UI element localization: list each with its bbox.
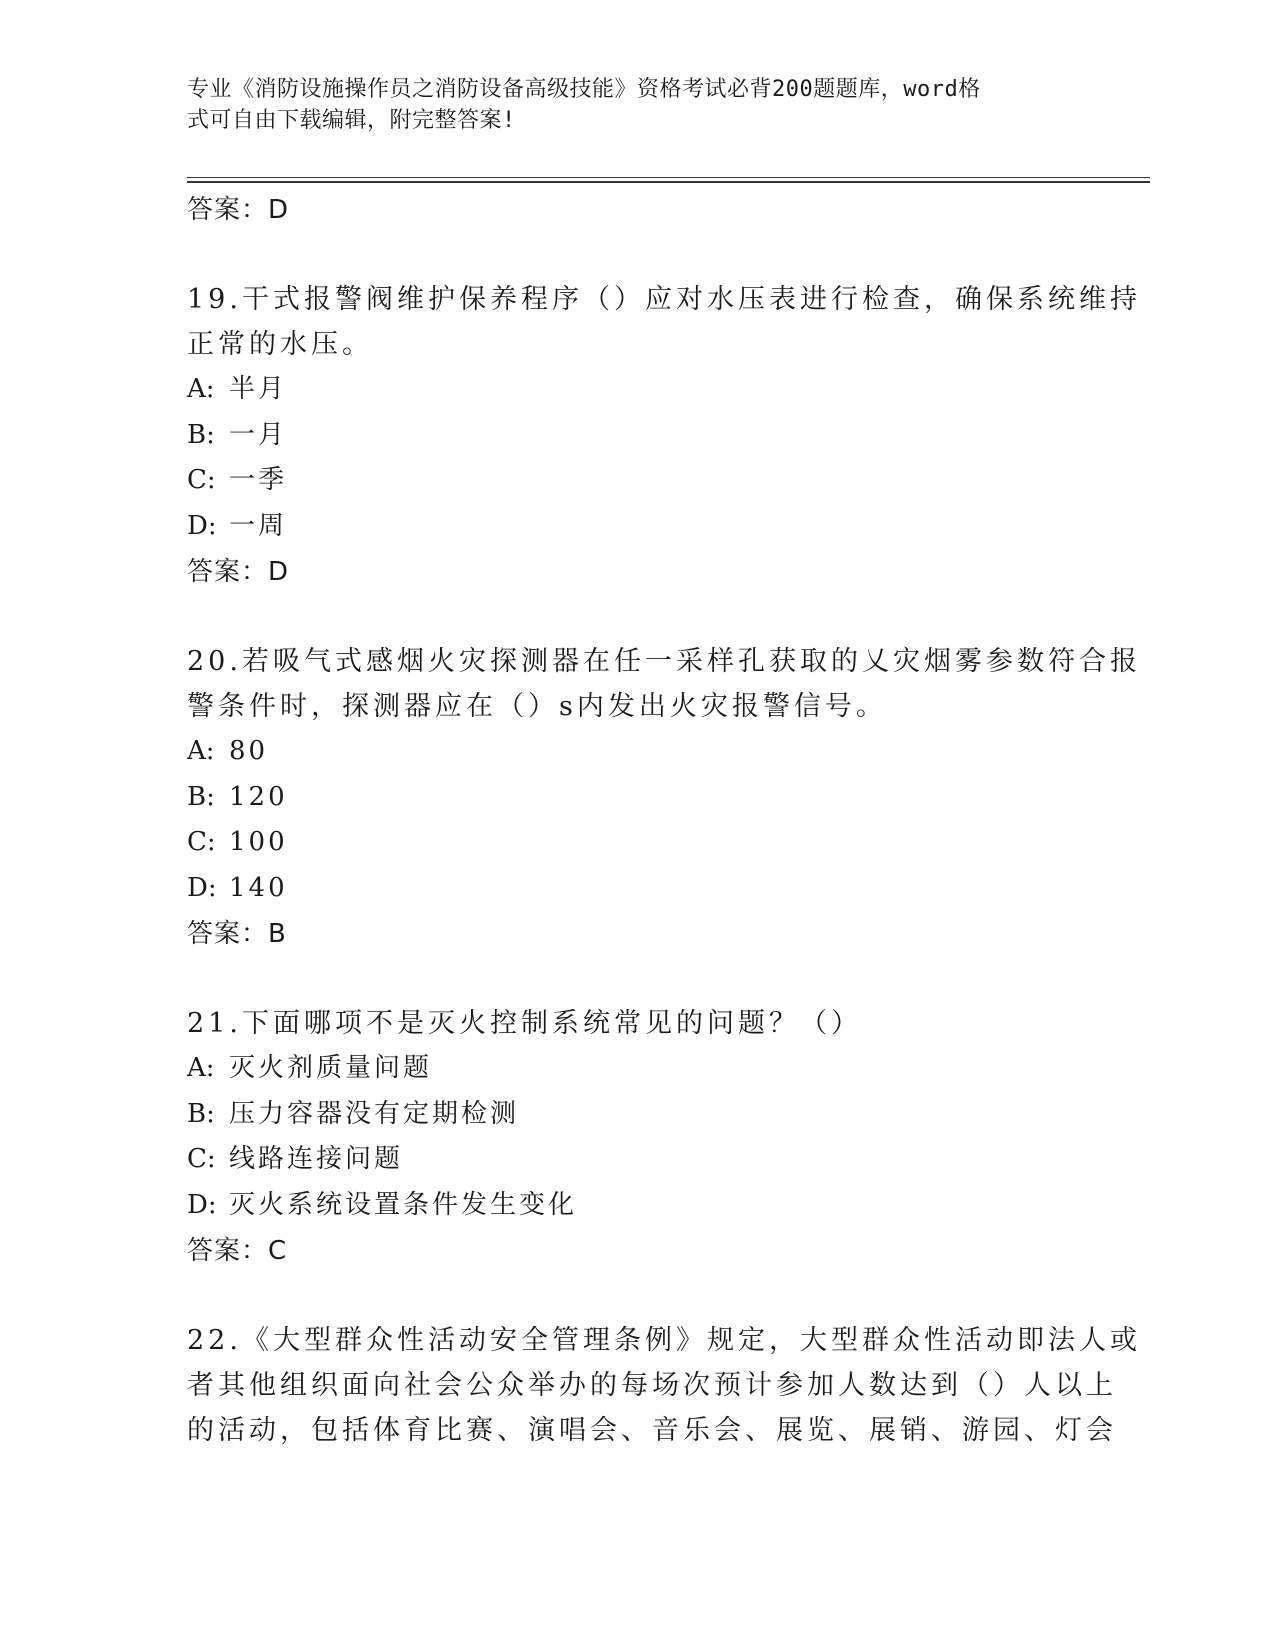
spacer: [187, 233, 1087, 277]
option-b: [187, 413, 1087, 459]
option-text: 灭火系统设置条件发生变化: [229, 1189, 578, 1220]
option-text: 120: [229, 781, 288, 812]
option-d: [187, 866, 1087, 912]
answer-label: 答案：: [187, 1236, 269, 1266]
header-divider: [187, 177, 1150, 178]
answer-label: 答案：: [187, 919, 269, 949]
option-key: C:: [187, 1144, 216, 1174]
header-divider-thick: [187, 181, 1150, 183]
option-key: A:: [187, 1053, 215, 1083]
question-text: 者其他组织面向社会公众举办的每场次预计参加人数达到（）人以上: [187, 1370, 1117, 1401]
document-header: [187, 74, 1057, 136]
answer-line: [187, 187, 1087, 233]
header-line-1: 专业《消防设施操作员之消防设备高级技能》资格考试必背200题题库，word格: [187, 77, 981, 102]
answer-value: D: [268, 557, 289, 587]
question-list: [187, 187, 1141, 1453]
option-text: 140: [229, 872, 288, 903]
option-key: D:: [187, 510, 217, 541]
question-text: 21.下面哪项不是灭火控制系统常见的问题？（）: [187, 1008, 862, 1039]
option-a: [187, 367, 1087, 413]
option-text: 一周: [229, 510, 288, 541]
question-text: 22.《大型群众性活动安全管理条例》规定，大型群众性活动即法人或: [187, 1325, 1141, 1356]
option-key: C:: [187, 827, 216, 857]
answer-value: C: [268, 1236, 287, 1266]
question-text: 19.干式报警阀维护保养程序（）应对水压表进行检查，确保系统维持: [187, 284, 1141, 315]
option-key: C:: [187, 465, 216, 495]
option-text: 100: [229, 827, 288, 857]
answer-value: B: [268, 919, 286, 949]
option-key: D:: [187, 1189, 217, 1220]
spacer: [187, 595, 1087, 639]
spacer: [187, 1274, 1087, 1318]
option-key: B:: [187, 781, 215, 812]
spacer: [187, 957, 1087, 1001]
option-b: [187, 775, 1087, 821]
option-key: A:: [187, 374, 215, 404]
question-text: 警条件时，探测器应在（）s内发出火灾报警信号。: [187, 691, 887, 722]
header-line-2: 式可自由下载编辑，附完整答案!: [187, 108, 516, 133]
answer-line: [187, 911, 1087, 957]
option-text: 灭火剂质量问题: [229, 1053, 433, 1083]
option-c: [187, 458, 1087, 504]
answer-line: [187, 549, 1087, 595]
question-text: 正常的水压。: [187, 329, 373, 360]
answer-label: 答案：: [187, 195, 269, 225]
question-text: 20.若吸气式感烟火灾探测器在任一采样孔获取的乂灾烟雾参数符合报: [187, 646, 1141, 677]
option-text: 一季: [229, 465, 288, 495]
option-d: [187, 504, 1087, 550]
answer-value: D: [268, 195, 289, 225]
option-a: [187, 729, 1087, 775]
option-text: 半月: [229, 374, 288, 404]
option-key: B:: [187, 1098, 215, 1129]
option-a: [187, 1046, 1087, 1092]
option-text: 80: [229, 736, 269, 766]
option-d: [187, 1183, 1087, 1229]
option-key: A:: [187, 736, 215, 766]
option-c: [187, 820, 1087, 866]
option-key: D:: [187, 872, 217, 903]
option-key: B:: [187, 419, 215, 450]
option-text: 线路连接问题: [229, 1144, 404, 1174]
option-c: [187, 1137, 1087, 1183]
answer-line: [187, 1228, 1087, 1274]
option-text: 一月: [229, 419, 288, 450]
question-21: [187, 1001, 1087, 1274]
question-22: [187, 1318, 1141, 1453]
answer-label: 答案：: [187, 557, 269, 587]
option-text: 压力容器没有定期检测: [229, 1098, 520, 1129]
question-text: 的活动，包括体育比赛、演唱会、音乐会、展览、展销、游园、灯会: [187, 1415, 1117, 1446]
question-19: [187, 277, 1141, 595]
option-b: [187, 1092, 1087, 1138]
question-20: [187, 639, 1141, 957]
